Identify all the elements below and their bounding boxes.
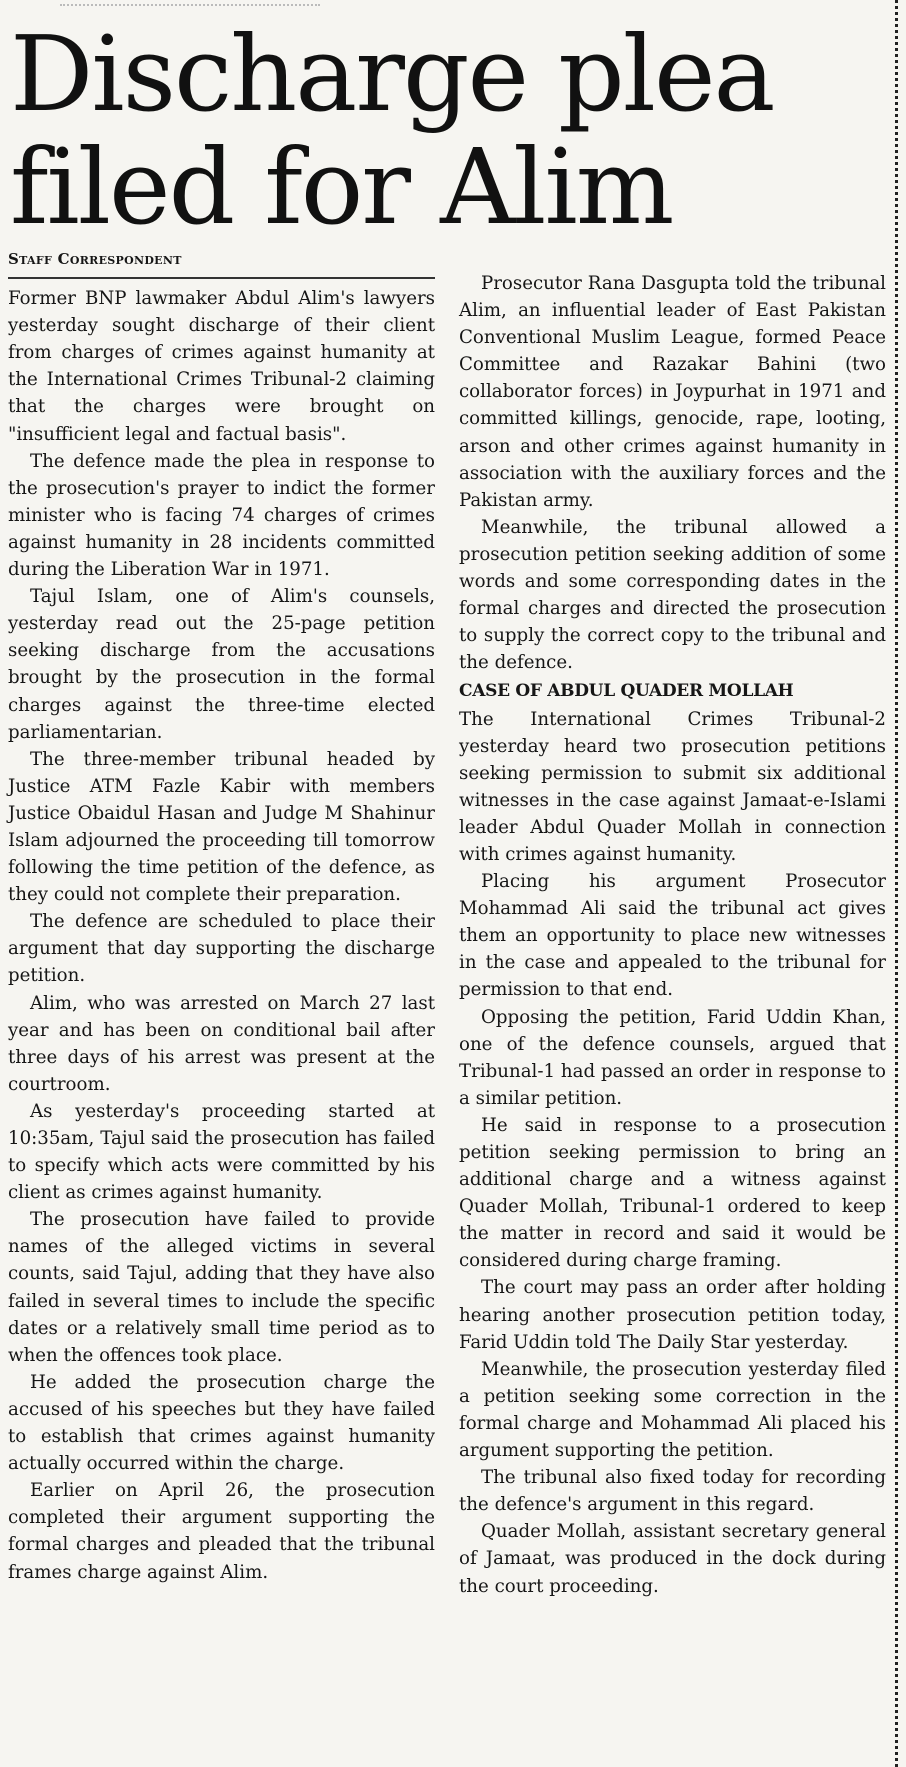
paragraph: Earlier on April 26, the prosecution completed their argument supporting the formal charges and pleaded that the tribunal frames charge against Alim.	[8, 1480, 435, 1583]
byline: Staff Correspondent	[8, 246, 435, 279]
paragraph: He added the prosecution charge the accused of his speeches but they have failed to establish that crimes against humanity actually occurred within the charge.	[8, 1371, 435, 1475]
paragraph: Tajul Islam, one of Alim's counsels, yesterday read out the 25-page petition seeking discharge from the accusations brought by the prosecution in the formal charges against the three-time elected parliamentarian.	[8, 586, 435, 743]
paragraph: Meanwhile, the prosecution yesterday filed a petition seeking some correction in the formal charge and Mohammad Ali placed his argument supporting the petition.	[459, 1358, 886, 1462]
paragraph: The defence are scheduled to place their argument that day supporting the discharge petition.	[8, 911, 435, 987]
paragraph: Placing his argument Prosecutor Mohammad Ali said the tribunal act gives them an opportunity to place new witnesses in the case and appealed to the tribunal for permission to that end.	[459, 871, 886, 1001]
paragraph: The defence made the plea in response to the prosecution's prayer to indict the former minister who is facing 74 charges of crimes against humanity in 28 incidents committed during the Liberation War in 1971.	[8, 450, 435, 581]
clipping-cut-line	[895, 0, 898, 1767]
paragraph: He said in response to a prosecution petition seeking permission to bring an additional charge and a witness against Quader Mollah, Tribunal-1 ordered to keep the matter in record and said it would be considered during charge framing.	[459, 1114, 886, 1272]
section-subhead: CASE OF ABDUL QUADER MOLLAH	[459, 681, 794, 702]
article-body	[8, 250, 886, 1750]
paragraph: Opposing the petition, Farid Uddin Khan, one of the defence counsels, argued that Tribunal-1 had passed an order in response to a similar petition.	[459, 1006, 886, 1109]
paragraph: The tribunal also fixed today for recording the defence's argument in this regard.	[459, 1467, 886, 1516]
clipping-edge-top	[60, 4, 320, 6]
paragraph: Alim, who was arrested on March 27 last year and has been on conditional bail after three days of his arrest was present at the courtroom.	[8, 992, 435, 1095]
paragraph: The court may pass an order after holding hearing another prosecution petition today, Farid Uddin told The Daily Star yesterday.	[459, 1277, 886, 1353]
paragraph: The three-member tribunal headed by Justice ATM Fazle Kabir with members Justice Obaidul Hasan and Judge M Shahinur Islam adjourned the proceeding till tomorrow following the time petition of the defence, as they could not complete their preparation.	[8, 748, 435, 906]
paragraph: Prosecutor Rana Dasgupta told the tribunal Alim, an influential leader of East Pakistan Conventional Muslim League, formed Peace Committee and Razakar Bahini (two collaborator forces) in Joypurhat in 1971 and committed killings, genocide, rape, looting, arson and other crimes against humanity in association with the auxiliary forces and the Pakistan army.	[459, 273, 886, 511]
paragraph: Meanwhile, the tribunal allowed a prosecution petition seeking addition of some words and some corresponding dates in the formal charges and directed the prosecution to supply the correct copy to the tribunal and the defence.	[459, 516, 886, 674]
column-left	[8, 250, 435, 1750]
paragraph: The prosecution have failed to provide names of the alleged victims in several counts, said Tajul, adding that they have also failed in several times to include the specific dates or a relatively small time period as to when the offences took place.	[8, 1209, 435, 1366]
column-right	[459, 270, 886, 1750]
paragraph: Former BNP lawmaker Abdul Alim's lawyers yesterday sought discharge of their client from charges of crimes against humanity at the International Crimes Tribunal-2 claiming that the charges were brought on "insufficient legal and factual basis".	[8, 288, 435, 445]
paragraph: Quader Mollah, assistant secretary general of Jamaat, was produced in the dock during the court proceeding.	[459, 1521, 886, 1597]
paragraph: The International Crimes Tribunal-2 yesterday heard two prosecution petitions seeking permission to submit six additional witnesses in the case against Jamaat-e-Islami leader Abdul Quader Mollah in connection with crimes against humanity.	[459, 708, 886, 865]
paragraph: As yesterday's proceeding started at 10:35am, Tajul said the prosecution has failed to specify which acts were committed by his client as crimes against humanity.	[8, 1100, 435, 1204]
headline: Discharge plea filed for Alim	[10, 13, 774, 248]
